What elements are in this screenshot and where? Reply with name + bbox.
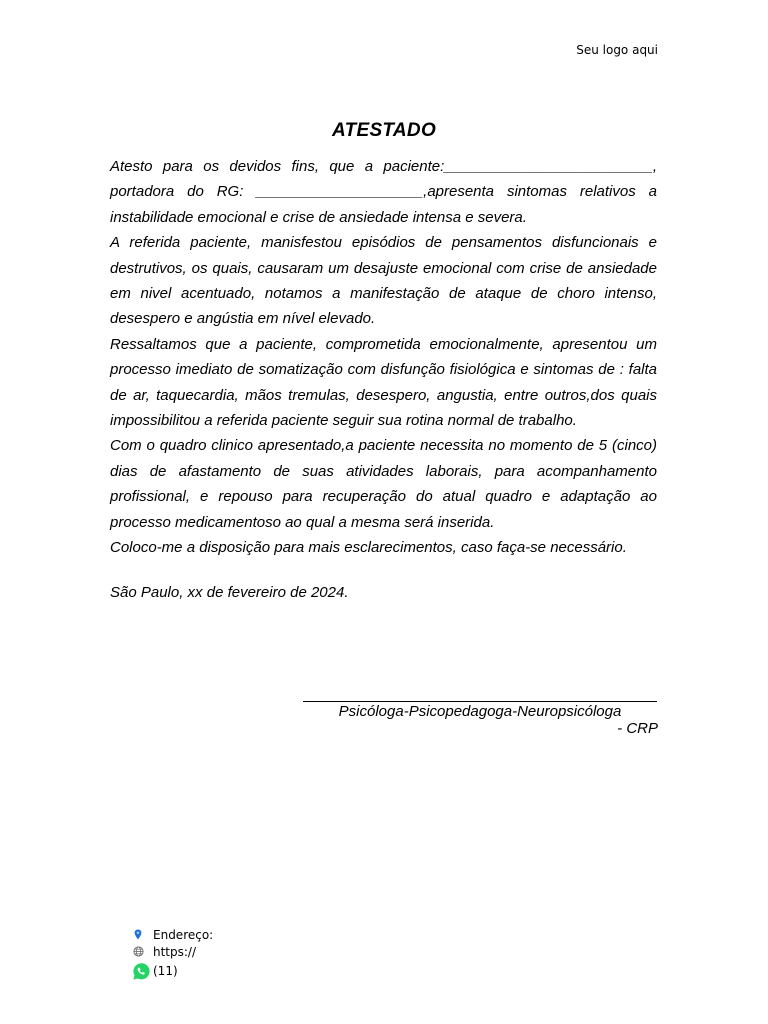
location-pin-icon [131, 929, 145, 940]
signature-line [303, 701, 657, 702]
paragraph: Coloco-me a disposição para mais esclarecimentos, caso faça-se necessário. [110, 539, 627, 557]
document-title: ATESTADO [331, 120, 437, 141]
logo-placeholder: Seu logo aqui [576, 43, 658, 57]
footer-address [131, 926, 213, 943]
address-label: Endereço: [153, 927, 214, 942]
signature-crp: - CRP [617, 720, 658, 737]
paragraph: Atesto para os devidos fins, que a paciente:_________________________, portadora do RG: ____________________,apresenta sintomas relativos a instabilidade emocional e crise de ansiedade intensa e severa. [110, 158, 657, 226]
paragraph: Ressaltamos que a paciente, comprometida emocionalmente, apresentou um processo imediato de somatização com disfunção fisiológica e sintomas de : falta de ar, taquecardia, mãos tremulas, desespero, angustia, entre outros,dos quais impossibilitou a referida paciente seguir sua rotina normal de trabalho. [110, 335, 657, 430]
footer-website [131, 943, 213, 960]
paragraph: Com o quadro clinico apresentado,a paciente necessita no momento de 5 (cinco) dias de afastamento de suas atividades laborais, para acompanhamento profissional, e repouso para recuperação do atual quadro e adaptação ao processo medicamentoso ao qual a mesma será inserida. [110, 437, 657, 531]
signature-title: Psicóloga-Psicopedagoga-Neuropsicóloga [338, 703, 622, 720]
whatsapp-icon [131, 962, 151, 981]
globe-icon [131, 946, 145, 957]
footer-contacts [131, 926, 213, 982]
date-line: São Paulo, xx de fevereiro de 2024. [110, 584, 349, 601]
footer-phone [131, 960, 213, 982]
phone-text: (11) [153, 964, 178, 978]
website-text: https:// [153, 944, 197, 959]
paragraph: A referida paciente, manisfestou episódios de pensamentos disfuncionais e destrutivos, os quais, causaram um desajuste emocional com crise de ansiedade em nivel acentuado, notamos a manifestação de ataque de choro intenso, desespero e angústia em nível elevado. [110, 234, 657, 328]
document-body [110, 154, 657, 561]
